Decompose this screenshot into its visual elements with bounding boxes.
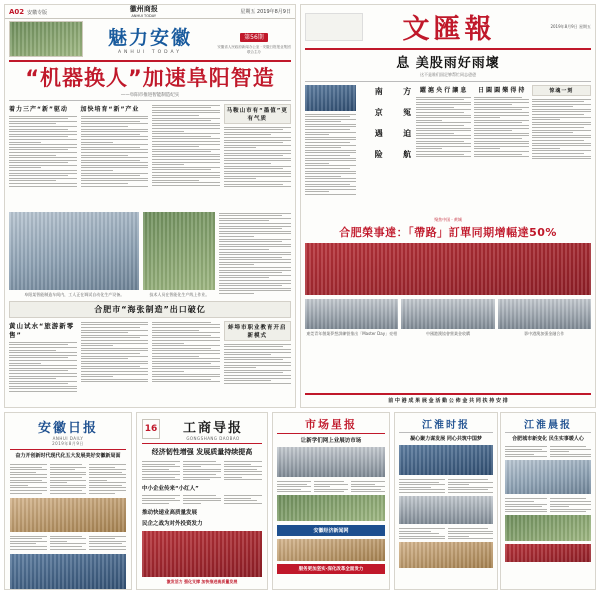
newspaper-anhui-today bbox=[4, 4, 296, 408]
anhui-brand-strip bbox=[5, 19, 295, 59]
wenhui-masthead: 文匯報 bbox=[402, 14, 496, 45]
sh1-photo-2 bbox=[399, 496, 493, 524]
gsdb-headline-2: 中小企业传来“小红人” bbox=[142, 486, 199, 493]
mid-panel-2: 服务更加坚实·深化改革全面发力 bbox=[277, 564, 385, 574]
gsdb-photo bbox=[142, 531, 262, 577]
gsdb-masthead-en: GONGSHANG DAOBAO bbox=[186, 436, 240, 441]
wenhui-lead-headline: 息 美股雨好雨壞 bbox=[396, 55, 500, 71]
wenhui-photo-c bbox=[498, 299, 591, 329]
gsdb-date-box: 16 bbox=[142, 419, 160, 439]
sh1-photo-1 bbox=[399, 445, 493, 475]
brand-photo bbox=[9, 21, 83, 57]
ahrb-photo-2 bbox=[10, 554, 126, 591]
mid-photo-3 bbox=[277, 539, 385, 561]
mid-headline: 让新学们网上业展访市场 bbox=[300, 438, 362, 444]
sh1-masthead: 江淮时报 bbox=[422, 420, 470, 431]
anhui-photo-caption-2: 技术人员在智能化生产线上作业。 bbox=[149, 291, 210, 297]
wenhui-bottom-strip: 前 中 港 成 果 展 金 活 動 公 佈 金 共 同 扶 持 安 排 bbox=[388, 398, 508, 404]
wenhui-sub-banner: 聚焦中国 · 黄城 bbox=[434, 216, 462, 222]
gsdb-headline-3: 推动快递业高质量发展 bbox=[142, 509, 198, 516]
mid-masthead: 市场星报 bbox=[305, 418, 357, 431]
anhui-topbar bbox=[5, 5, 295, 19]
wenhui-banner-headline: 合肥榮事達：「帶路」訂單同期增幅達50% bbox=[339, 225, 557, 239]
anhui-subhead-6: 蚌埠市职业教育开启新模式 bbox=[227, 324, 287, 339]
anhui-subhead-4: 黄山试水“旅游新零售” bbox=[9, 321, 75, 339]
gsdb-headline-1: 经济韧性增强 发展质量持续提高 bbox=[151, 448, 253, 456]
newspaper-shichang-xingbao bbox=[272, 412, 390, 590]
anhui-subhead-5: 马鞍山市有“墨值”更有气质 bbox=[226, 107, 288, 122]
wenhui-index-box bbox=[305, 13, 363, 41]
ahrb-headline: 奋力开创新时代现代化五大发展美好安徽新局面 bbox=[15, 453, 121, 459]
sh2-photo-1 bbox=[505, 460, 591, 494]
sh2-photo-3 bbox=[505, 544, 591, 562]
anhui-main-headline: “机器换人”加速阜阳智造 bbox=[25, 65, 275, 90]
sh1-photo-3 bbox=[399, 542, 493, 568]
anhui-tagline: 安徽省人民政府新闻办公室 · 安徽日报报业集团 联合主办 bbox=[217, 44, 291, 54]
newspaper-anhui-ribao bbox=[4, 412, 132, 590]
brand-sub: ANHUI TODAY bbox=[117, 50, 183, 55]
anhui-date: 星期五 2019年8月9日 bbox=[240, 9, 291, 15]
wenhui-side-headline-2: 方 冤 迫 航 bbox=[402, 86, 412, 160]
wenhui-photo-top bbox=[305, 85, 356, 111]
newspaper-wenhui-bao bbox=[300, 4, 596, 408]
issue-badge: 第56期 bbox=[240, 33, 268, 42]
anhui-subhead-2: 加快培育“新”产业 bbox=[80, 105, 140, 113]
ahrb-date: 2019年8月9日 bbox=[52, 441, 84, 446]
sh2-photo-2 bbox=[505, 515, 591, 541]
gsdb-masthead: 工商导报 bbox=[182, 421, 243, 436]
ahrb-masthead: 安徽日报 bbox=[37, 421, 98, 436]
wenhui-side-headline-4: 日 圓 圓 樂 得 持 bbox=[477, 86, 525, 94]
wenhui-lower-head-1: 東莞青年創業夢想訓練營推出「Master Day」亮相 bbox=[306, 330, 398, 336]
ahrb-masthead-en: ANHUI DAILY bbox=[52, 436, 84, 441]
newspaper-jianghuai-shibao bbox=[394, 412, 498, 590]
anhui-photo-main bbox=[9, 212, 139, 290]
wenhui-photo-b bbox=[401, 299, 494, 329]
anhui-photo-caption-1: 阜阳某智能制造车间内，工人正在调试自动化生产设备。 bbox=[24, 291, 125, 297]
mid-panel-1: 安徽经济新闻网 bbox=[277, 525, 385, 536]
wenhui-lower-head-2: 中國港澳協會營業金收購 bbox=[425, 330, 470, 336]
newspaper-jianghuai-chenbao bbox=[500, 412, 596, 590]
ahrb-photo-1 bbox=[10, 498, 126, 532]
wenhui-side-headline-3: 躍 滬 央 行 讓 息 bbox=[419, 86, 467, 94]
anhui-masthead-en: ANHUI TODAY bbox=[131, 13, 157, 18]
wenhui-lower-head-3: 影中港澳加强金融合作 bbox=[524, 330, 565, 336]
gsdb-headline-4: 民企之战为对外投资发力 bbox=[142, 520, 203, 527]
anhui-photo-secondary bbox=[143, 212, 215, 290]
wenhui-side-headline-0: 惊魂一刻 bbox=[549, 87, 574, 94]
wenhui-photo-a bbox=[305, 299, 398, 329]
anhui-deck: ——阜阳市推进智能制造纪实 bbox=[120, 92, 180, 98]
mid-photo-1 bbox=[277, 447, 385, 477]
newspaper-gongshang-daobao bbox=[136, 412, 268, 590]
sh1-headline: 凝心聚力谋发展 同心共筑中国梦 bbox=[410, 436, 482, 442]
gsdb-headline-5: 激发活力 强化支撑 加快推进高质量发展 bbox=[166, 578, 238, 584]
section-label: 安徽专版 bbox=[27, 9, 48, 16]
section-code: A02 bbox=[9, 7, 25, 16]
brand-title: 魅力安徽 bbox=[107, 27, 192, 49]
wenhui-banner-photo bbox=[305, 243, 591, 295]
anhui-subhead-1: 着力三产“新”驱动 bbox=[9, 105, 68, 113]
wenhui-sub-headline: 这不是谁们国足够帮忙同志爸爸 bbox=[420, 71, 476, 77]
anhui-subhead-3: 合肥市“海张制造”出口破亿 bbox=[94, 304, 206, 314]
wenhui-side-headline-1: 南 京 遇 险 bbox=[374, 86, 384, 160]
wenhui-date: 2019年8月9日 星期五 bbox=[550, 23, 591, 29]
sh2-masthead: 江淮晨报 bbox=[524, 420, 572, 431]
mid-photo-2 bbox=[277, 495, 385, 521]
anhui-masthead-cn: 徽州商报 bbox=[129, 4, 158, 13]
sh2-headline: 合肥城市新变化 民生实事暖人心 bbox=[512, 436, 584, 442]
